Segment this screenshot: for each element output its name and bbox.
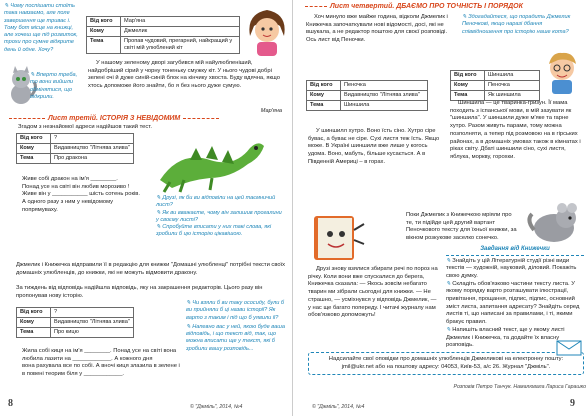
card-value: Джмелик xyxy=(121,26,240,36)
intro-paragraph: Хоч минуло вже майже година, відколи Джмелик і Книжечка започаткували нові відомості, досі, які не вшукала, а не редактор поштою для своєї розповіді. Ось лист від Пеночки. xyxy=(306,14,448,44)
card-key: Від кого xyxy=(87,17,121,27)
puzzle-2 xyxy=(22,348,180,379)
card-value: Видавництво "Літнява злива" xyxy=(341,90,428,100)
card-value: ? xyxy=(51,308,134,318)
card-value: Шиншила xyxy=(485,71,540,81)
card-value: Пеночка xyxy=(341,81,428,91)
pencil-icon: ✎ xyxy=(186,323,193,330)
pencil-icon: ✎ xyxy=(4,3,11,9)
card-key: Кому xyxy=(451,80,485,90)
homework-title: Завдання від Книжечки xyxy=(446,246,584,256)
puzzle-1 xyxy=(22,176,144,215)
pencil-icon: ✎ xyxy=(156,224,163,231)
paragraph-2: Джмелик і Книжечка відправили її в редакцію для книжки "Домашні улюбленці" потрібні тексти своїх домашніх улюбленців, до книжки, які не можуть відмовити дракону. xyxy=(16,262,286,276)
letter-5-text: Шиншила — це тваринка-гризун. Її мама походить з іспанської мови, в мій зазувати як "шиншила". У шиншили дуже м'яке та гарне хутро. Разом живуть парами, тому можна позполняти, а тепер під розмовою на в гірських районах, а в домашніх умовах також в кімнатах і ріках світу. Дбаті шиншили сіно, сухі листя, яблука, моркву, горохки. xyxy=(450,100,581,160)
card-key: Кому xyxy=(17,143,51,153)
card-value: Про кицю xyxy=(51,327,134,337)
page-number: 8 xyxy=(8,398,13,409)
card-key: Тема xyxy=(17,153,51,163)
girl-illustration xyxy=(244,6,290,56)
envelope-icon xyxy=(556,340,582,356)
divider xyxy=(9,118,45,119)
card-value: Пеночка xyxy=(485,80,540,90)
puzzle-line: попрямуваху. xyxy=(22,206,58,213)
card-key: Кому xyxy=(87,26,121,36)
card-value: ? xyxy=(51,134,134,144)
dragon-illustration xyxy=(150,130,270,194)
paragraph-3: За тиждень від відповідь надійшла відповідь, яку на закрашення редакторів. Цього разу він пропонував нову історію. xyxy=(16,285,263,299)
page-number: 9 xyxy=(570,398,575,409)
pencil-icon: ✎ xyxy=(446,257,453,264)
pencil-icon: ✎ xyxy=(156,209,163,216)
intro-note: ✎ Чому поспішати стоїть така навзаємо, але поле завершення ще триває і. Тому бот місце на книжці, але хочеш ще під розвиток, трохи про сумне відкрите день й одне. Хочу? xyxy=(4,3,78,53)
letter-card-2 xyxy=(16,133,134,164)
letter-1-signature: Мар'яна xyxy=(260,108,282,114)
divider xyxy=(305,6,327,7)
card-key: Кому xyxy=(307,90,341,100)
boy-illustration xyxy=(540,48,584,94)
right-page xyxy=(294,0,587,416)
card-key: Тема xyxy=(451,90,485,100)
credits: Розповів Петро Танчук. Намалювала Лариса Гарашко xyxy=(453,384,586,390)
puzzle-line: вона рахувала все по собі. А вночі киця злазила в зелене і в повені теорим біля у ____________. xyxy=(22,363,180,378)
letter-card-3 xyxy=(16,307,134,338)
section-title: Лист четвертий. ДБАЄМО ПРО ТОЧНІСТЬ І ПОРЯДОК xyxy=(302,3,582,12)
card-key: Тема xyxy=(307,100,341,110)
card-value: Як шиншила xyxy=(485,90,540,100)
card-key: Від кого xyxy=(307,81,341,91)
puzzle-line: Понад усе на світі він любив морозиво ! xyxy=(22,183,130,190)
letter-card-1 xyxy=(86,16,240,54)
card-value: Видавництво "Літнява злива" xyxy=(51,317,134,327)
chinchilla-illustration xyxy=(526,200,582,244)
puzzle-line: Живе собі дракон на ім'я ________. xyxy=(22,176,118,182)
pencil-icon: ✎ xyxy=(446,280,453,287)
card-value: Мар'яна xyxy=(121,17,240,27)
section-intro: Згадом з незнайомої адреси надійшов такий тест. xyxy=(18,124,152,130)
letter-card-5 xyxy=(450,70,540,101)
intro-note-2: ✎ Вперто треба, то вони вийшли обмінятися, що відкрили. xyxy=(30,72,78,100)
footer-copyright: © "Джміль", 2014, №4 xyxy=(312,404,365,410)
pencil-icon: ✎ xyxy=(186,300,193,306)
letter-1-text: У нашому зеленому дворі загубився мій найулюбленіший, найдобріший сірий у чорну тоненьку смужку кіт. У нього чудові добрі зелені очі й дуже синій-синій блок на кінчику хвоста. Буду вдячна, якщо хтось допоможе його знайти, бо я без нього дуже сумую. xyxy=(88,60,280,90)
top-note: ✎ Здогадайтеся, що порадить Джмелик Пеночкові, якщо наразі дбання співвідношення про історію наше кота? xyxy=(462,14,571,35)
paragraph-3: Друзі знову взялися збирати речі по пороз на річку. Коли вони вже спускалися до берега, Книжечка сказала: — Якось зовсім небагато тварин ми зібрали сьогодні для книжки. — Не страшно, — усміхнувся у відповідь Джмелик, — у нас ще багато попереду. І читачі журналу нам обов'язково допоможуть! xyxy=(308,266,438,319)
pencil-icon: ✎ xyxy=(462,14,469,20)
card-key: Тема xyxy=(17,327,51,337)
homework-item: Знайдіть у цій Літературній студії різні види текстів — художній, науковий, діловий. Покажіть свою думку. xyxy=(446,257,577,279)
letter-4-text: У шиншилл хутро. Воно їсть сіно. Хутро сіре буває, а буває не сіре. Сухі листя теж їсть. Якщо може. В Україні шиншили вже лише у когось удома. Воно, мабуть, більше кусається. А в Південній Америці – в горах. xyxy=(308,128,440,165)
divider xyxy=(183,118,219,119)
card-value: Про дракона xyxy=(51,153,134,163)
book-character-illustration xyxy=(306,210,366,264)
pencil-icon: ✎ xyxy=(156,195,163,201)
submission-text: Надсилайте свої оповідки про домашніх улюбленців Джмеликові на електронну пошту: jmil@ukr.net або на поштову адресу: 04053, Київ-53, а/с 26. Журнал "Джміль". xyxy=(328,356,564,370)
card-value: Пропав чудовий, прегарний, найкращий у світі мій улюблений кіт xyxy=(121,36,240,53)
puzzle-line: Жила собі киця на ім'я ________. Понад усе на світі вона любила лазити на ____________. А кожного дня xyxy=(22,348,177,362)
card-key: Кому xyxy=(17,317,51,327)
card-value: Видавництво "Літнява злива" xyxy=(51,143,134,153)
card-key: Від кого xyxy=(451,71,485,81)
bottom-note: ✎ Чи взяли б ви таку ососиду, були б ви прийняли б ці назви історії? Як варто з таким і під що б уявили її? ✎ Напевно вас у ней, якою буде ваша відповідь, і що текст від, так, що можна вписати ще у текст, які б зробили вашу розповідь... xyxy=(186,300,285,352)
homework-item: Складіть обов'язково частини тексту листа. У якому порядку варто розташувати ілюстрації, привітання, прощання, підпис, підпис, основний зміст листа, запитання адресату? Знайдіть серед листів ті, що написані за правилами, і ті, якими бракує правил. xyxy=(446,280,580,326)
card-key: Тема xyxy=(87,36,121,53)
left-page xyxy=(0,0,293,416)
homework-box xyxy=(446,246,584,350)
puzzle-line: Живе він у ___________ шість сотень років. xyxy=(22,191,140,198)
card-key: Від кого xyxy=(17,308,51,318)
pencil-icon: ✎ xyxy=(446,326,453,333)
card-value: Шиншила xyxy=(341,100,428,110)
homework-item: Напишіть власний текст, ще у якому листі Джмелик і Книжечка, та додайте їх власну розповідь. xyxy=(446,326,565,349)
letter-card-4 xyxy=(306,80,428,111)
submission-box xyxy=(308,352,584,375)
paragraph-2: Поки Джмелик з Книжечкою мріяли про те, ти підійде цей другий вартант Пеночкового тексту для їхньої книжки, за вікном розкукове заселко сонечко. xyxy=(406,212,517,242)
dragon-notes: ✎ Друзі, як би ви відповіли на цей таємничий лист? ✎ Як ви вважаєте, чому він залишив прогалини у своєму листі? ✎ Спробуйте вписати у них такі слова, які зробили б цю історію цікавішою. xyxy=(156,195,282,238)
footer-copyright: © "Джміль", 2014, №4 xyxy=(190,404,243,410)
card-key: Від кого xyxy=(17,134,51,144)
puzzle-line: А одного разу з ним у невідомому xyxy=(22,199,114,206)
pencil-icon: ✎ xyxy=(30,72,37,78)
section-title: Лист третій. ІСТОРІЯ З НЕВІДОМИМ xyxy=(6,115,286,124)
